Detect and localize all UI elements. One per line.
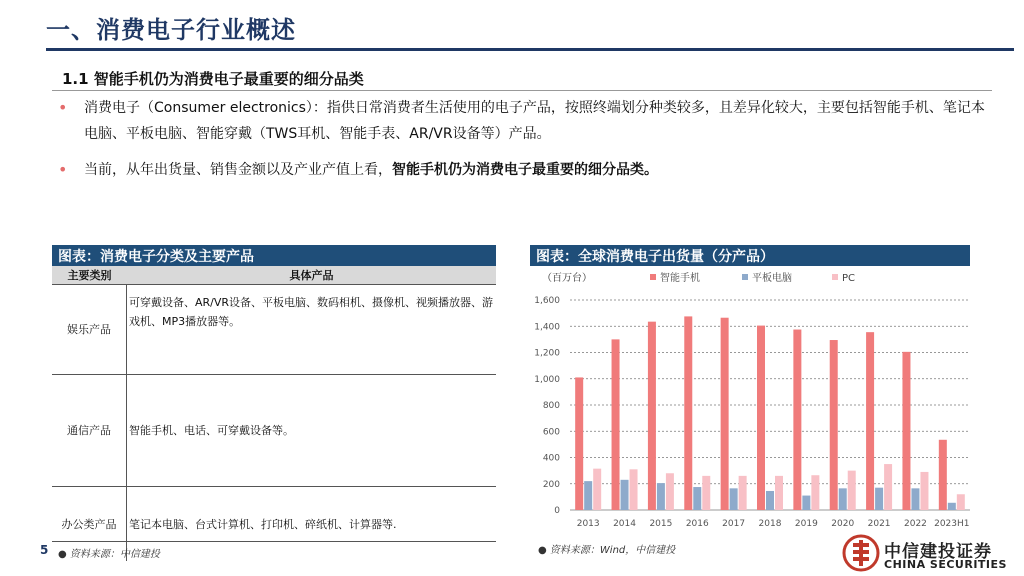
table-cell-category: 办公类产品: [52, 487, 127, 561]
bar: [766, 491, 774, 510]
chart-source: ● 资料来源：Wind，中信建投: [538, 545, 676, 556]
bar: [584, 481, 592, 510]
bar: [802, 496, 810, 510]
bar: [657, 483, 665, 510]
bar: [739, 476, 747, 510]
bar: [666, 473, 674, 510]
y-tick-label: 1,000: [534, 374, 560, 385]
x-tick-label: 2020: [831, 519, 855, 529]
bar: [948, 503, 956, 510]
y-tick-label: 0: [554, 506, 560, 516]
y-tick-label: 1,600: [534, 296, 560, 306]
shipment-bar-chart: [530, 266, 976, 534]
legend-label: 智能手机: [660, 273, 700, 284]
title-rule: [46, 48, 1014, 51]
bar: [757, 326, 765, 510]
bar: [684, 316, 692, 510]
table-title: 图表：消费电子分类及主要产品: [52, 245, 496, 266]
table-cell-products: 可穿戴设备、AR/VR设备、平板电脑、数码相机、摄像机、视频播放器、游戏机、MP3播放器等。: [129, 296, 494, 328]
bar: [957, 494, 965, 510]
table-cell-products: 笔记本电脑、台式计算机、打印机、碎纸机、计算器等.: [129, 517, 397, 531]
bar: [775, 476, 783, 510]
table-row: [52, 284, 496, 374]
bar: [839, 488, 847, 510]
bar: [875, 488, 883, 510]
x-tick-label: 2016: [685, 519, 709, 529]
bar: [848, 471, 856, 510]
bar: [811, 475, 819, 510]
x-tick-label: 2017: [722, 519, 746, 529]
bar: [630, 469, 638, 510]
y-tick-label: 800: [542, 401, 560, 411]
table-header-products: 具体产品: [289, 269, 334, 282]
x-tick-label: 2019: [794, 519, 818, 529]
bullet-text: [58, 157, 988, 183]
bar: [793, 330, 801, 510]
brand-logo-icon: [842, 534, 880, 572]
bullet-text: 消费电子（Consumer electronics）：指供日常消费者生活使用的电子产品，按照终端划分种类较多，且差异化较大，主要包括智能手机、笔记本电脑、平板电脑、智能穿戴（TWS耳机、智能手表、AR/VR设备等）产品。: [84, 100, 985, 142]
brand-logo: [842, 534, 1014, 574]
y-tick-label: 200: [542, 479, 560, 490]
table-cell-category: 娱乐产品: [52, 285, 127, 374]
legend-swatch: [650, 274, 656, 280]
bar: [612, 339, 620, 510]
bullet-text-plain: 当前，从年出货量、销售金额以及产业产值上看，: [84, 162, 392, 178]
bar: [939, 440, 947, 510]
table-cell-category: 通信产品: [52, 375, 127, 486]
bar: [593, 469, 601, 510]
x-tick-label: 2014: [613, 519, 636, 529]
bar: [830, 340, 838, 510]
x-tick-label: 2021: [867, 519, 891, 529]
legend-swatch: [832, 274, 838, 280]
y-tick-label: 1,200: [534, 348, 560, 359]
x-tick-label: 2013: [576, 519, 600, 529]
chart-title: 图表：全球消费电子出货量（分产品）: [530, 245, 970, 266]
x-tick-label: 2015: [649, 519, 673, 529]
legend-swatch: [742, 274, 748, 280]
page-title: 一、消费电子行业概述: [46, 16, 296, 44]
brand-name-en: CHINA SECURITIES: [884, 558, 1007, 571]
bar: [702, 476, 710, 510]
x-tick-label: 2018: [758, 519, 782, 529]
y-tick-label: 600: [542, 427, 560, 438]
chart-unit-label: （百万台）: [542, 273, 592, 284]
section-heading: 1.1 智能手机仍为消费电子最重要的细分品类: [62, 70, 364, 88]
y-tick-label: 1,400: [534, 322, 560, 333]
bar: [721, 318, 729, 510]
bar: [884, 464, 892, 510]
y-tick-label: 400: [542, 453, 560, 464]
x-tick-label: 2022: [904, 519, 927, 529]
bar: [730, 488, 738, 510]
bar: [575, 377, 583, 510]
bar: [621, 480, 629, 510]
section-rule: [52, 90, 992, 91]
bar: [866, 332, 874, 510]
bar: [920, 472, 928, 510]
bullet-consumer-electronics: [58, 95, 988, 147]
bar: [693, 487, 701, 510]
bullet-dot-icon: •: [58, 160, 68, 179]
bullet-text-bold: 智能手机仍为消费电子最重要的细分品类。: [392, 162, 658, 178]
bar: [648, 322, 656, 510]
brand-name-cn: 中信建投证券: [884, 542, 992, 562]
bullet-dot-icon: •: [58, 98, 68, 117]
x-tick-label: 2023H1: [934, 519, 970, 529]
category-table: [52, 266, 496, 542]
table-row: [52, 374, 496, 486]
bar: [911, 488, 919, 510]
table-header-row: [52, 266, 496, 284]
table-header-category: 主要类别: [67, 269, 112, 282]
page-number: 5: [40, 543, 49, 557]
bar: [902, 352, 910, 510]
table-source-text: 资料来源：中信建投: [69, 549, 160, 560]
legend-label: PC: [842, 273, 856, 284]
table-cell-products: 智能手机、电话、可穿戴设备等。: [129, 424, 294, 437]
legend-label: 平板电脑: [752, 273, 792, 284]
bullet-smartphone-importance: [58, 157, 988, 183]
chart-source-text: 资料来源：Wind，中信建投: [549, 545, 676, 556]
table-source: ● 资料来源：中信建投: [58, 549, 160, 560]
